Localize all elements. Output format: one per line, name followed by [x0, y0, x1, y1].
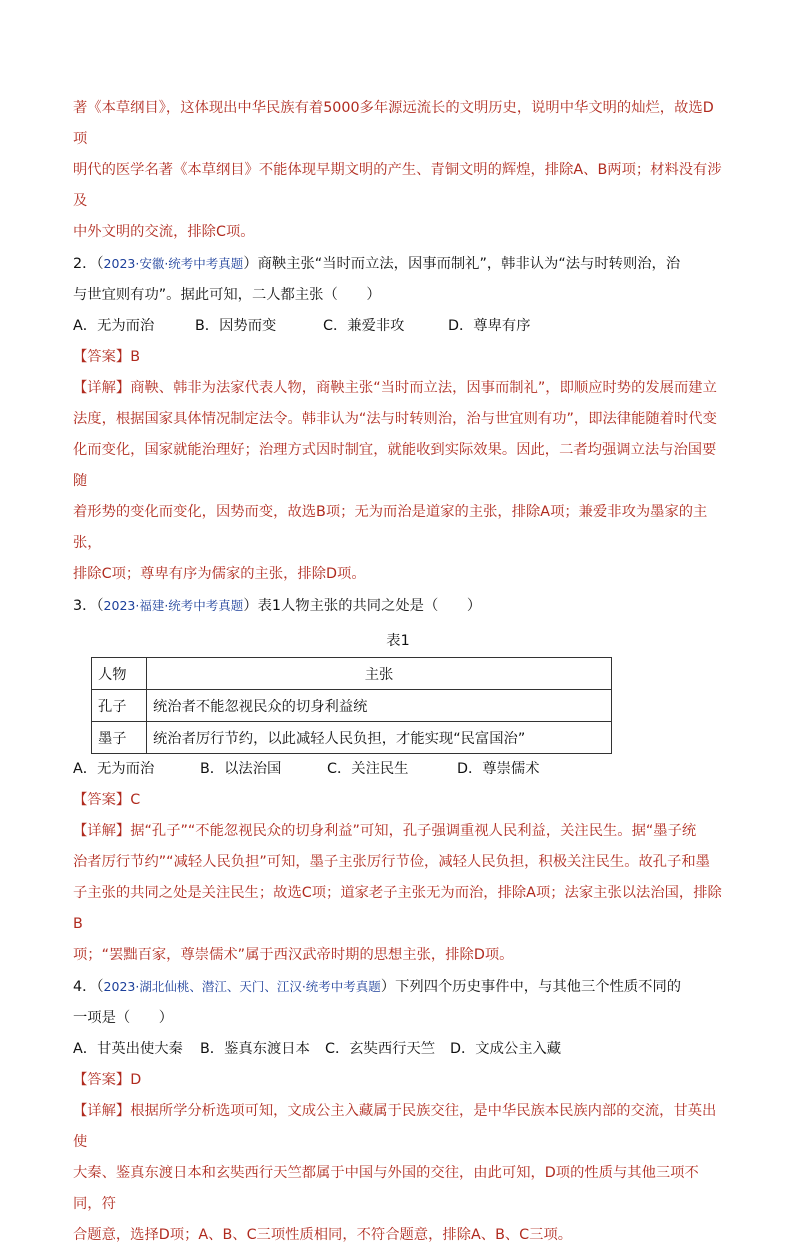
- q2-answer: [73, 342, 723, 373]
- q4-detail-tag: 【详解】: [73, 1103, 131, 1119]
- q3-answer-value: C: [130, 792, 141, 808]
- q2-detail-2: 法度，根据国家具体情况制定法令。韩非认为“法与时转则治，治与世宜则有功”，即法律能随着时代变: [73, 411, 717, 427]
- q3-option-a: A．无为而治: [73, 761, 155, 777]
- q4-answer-tag: 【答案】: [73, 1072, 131, 1088]
- q4-answer-value: D: [130, 1072, 142, 1088]
- q2-answer-tag: 【答案】: [73, 349, 131, 365]
- q2-detail-5: 排除C项；尊卑有序为儒家的主张，排除D项。: [73, 566, 366, 582]
- table-header-claim: 主张: [147, 658, 612, 690]
- table-cell-person: 孔子: [92, 690, 147, 722]
- q4-stem: 4．（2023·湖北仙桃、潜江、天门、江汉·统考中考真题）下列四个历史事件中，与其他三个性质不同的: [73, 979, 682, 995]
- q4-answer: [73, 1065, 723, 1096]
- intro-line-2: 明代的医学名著《本草纲目》不能体现早期文明的产生、青铜文明的辉煌，排除A、B两项；材料没有涉及: [73, 162, 722, 209]
- table-caption: 表1: [386, 633, 410, 649]
- intro-line-1: 著《本草纲目》，这体现出中华民族有着5000多年源远流长的文明历史，说明中华文明的灿烂，故选D项: [73, 100, 714, 147]
- q2-stem-b: 与世宜则有功”。据此可知，二人都主张（ ）: [73, 287, 381, 303]
- q3-source: 2023·福建·统考中考真题: [103, 598, 244, 613]
- q4-number: 4．（: [73, 979, 104, 995]
- q2-detail-4: 着形势的变化而变化，因势而变，故选B项；无为而治是道家的主张，排除A项；兼爱非攻为墨家的主张，: [73, 504, 708, 551]
- table-cell-claim: 统治者厉行节约，以此减轻人民负担，才能实现“民富国治”: [147, 722, 612, 754]
- q4-option-a: A．甘英出使大秦: [73, 1041, 183, 1057]
- q3-table: [91, 657, 612, 754]
- q4-detail-1: 【详解】根据所学分析选项可知，文成公主入藏属于民族交往，是中华民族本民族内部的交流，甘英出使: [73, 1103, 717, 1150]
- q4-stem-b: 一项是（ ）: [73, 1010, 174, 1026]
- q2-source: 2023·安徽·统考中考真题: [103, 256, 244, 271]
- q2-stem: [73, 248, 723, 280]
- q4-option-b: B．鉴真东渡日本: [200, 1041, 310, 1057]
- q2-detail-1: 【详解】商鞅、韩非为法家代表人物，商鞅主张“当时而立法，因事而制礼”，即顺应时势的发展而建立: [73, 380, 717, 396]
- q4-options: [73, 1034, 723, 1065]
- q3-options: [73, 754, 723, 785]
- q2-option-d: D．尊卑有序: [448, 318, 531, 334]
- q2-stem-a: ）商鞅主张“当时而立法，因事而制礼”，韩非认为“法与时转则治，治: [243, 256, 681, 272]
- table-cell-person: 墨子: [92, 722, 147, 754]
- q4-option-c: C．玄奘西行天竺: [325, 1041, 436, 1057]
- q3-detail-2: 治者厉行节约”“减轻人民负担”可知，墨子主张厉行节俭，减轻人民负担，积极关注民生。故孔子和墨: [73, 854, 710, 870]
- q3-option-c: C．关注民生: [327, 761, 409, 777]
- document-page: [73, 93, 723, 1251]
- q4-option-d: D．文成公主入藏: [450, 1041, 562, 1057]
- q2-options: [73, 311, 723, 342]
- q2-number: 2．（: [73, 256, 104, 272]
- q3-detail-1: 【详解】据“孔子”“不能忽视民众的切身利益”可知，孔子强调重视人民利益，关注民生。据“墨子统: [73, 823, 697, 839]
- q4-detail-3: 合题意，选择D项；A、B、C三项性质相同，不符合题意，排除A、B、C三项。: [73, 1227, 573, 1243]
- q3-stem: 3．（2023·福建·统考中考真题）表1人物主张的共同之处是（ ）: [73, 598, 482, 614]
- q2-answer-value: B: [130, 349, 140, 365]
- table-header-row: [92, 658, 612, 690]
- table-cell-claim: 统治者不能忽视民众的切身利益统: [147, 690, 612, 722]
- q3-option-b: B．以法治国: [200, 761, 282, 777]
- q4-detail-2: 大秦、鉴真东渡日本和玄奘西行天竺都属于中国与外国的交往，由此可知，D项的性质与其他三项不同，符: [73, 1165, 699, 1212]
- q2-detail-tag: 【详解】: [73, 380, 131, 396]
- q3-answer: [73, 785, 723, 816]
- table-row: [92, 690, 612, 722]
- table-row: [92, 722, 612, 754]
- q2-option-a: A．无为而治: [73, 318, 155, 334]
- q3-number: 3．（: [73, 598, 104, 614]
- q3-detail-tag: 【详解】: [73, 823, 131, 839]
- q3-detail-4: 项；“罢黜百家，尊崇儒术”属于西汉武帝时期的思想主张，排除D项。: [73, 947, 514, 963]
- q2-detail-3: 化而变化，国家就能治理好；治理方式因时制宜，就能收到实际效果。因此，二者均强调立法与治国要随: [73, 442, 717, 489]
- table-header-person: 人物: [92, 658, 147, 690]
- q3-detail-3: 子主张的共同之处是关注民生；故选C项；道家老子主张无为而治，排除A项；法家主张以法治国，排除B: [73, 885, 722, 932]
- intro-line-3: 中外文明的交流，排除C项。: [73, 224, 255, 240]
- q4-source: 2023·湖北仙桃、潜江、天门、江汉·统考中考真题: [103, 979, 381, 994]
- q3-answer-tag: 【答案】: [73, 792, 131, 808]
- q2-option-c: C．兼爱非攻: [323, 318, 405, 334]
- q2-option-b: B．因势而变: [195, 318, 277, 334]
- q3-option-d: D．尊崇儒术: [457, 761, 540, 777]
